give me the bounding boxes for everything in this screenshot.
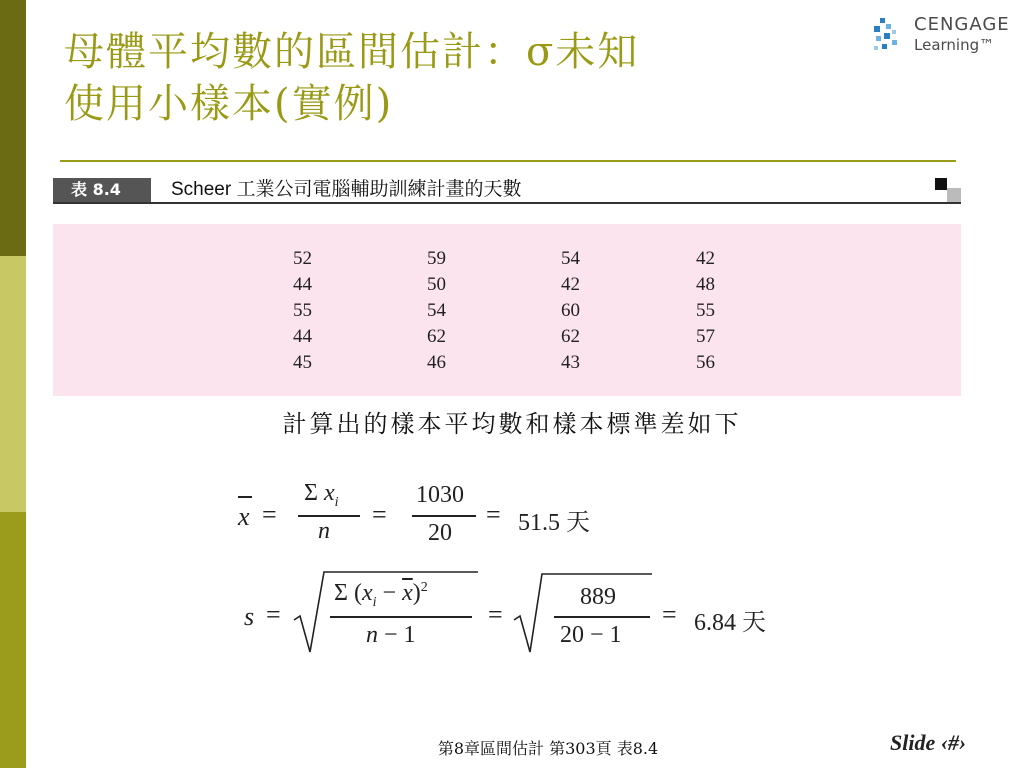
sum-symbol: Σ [334,580,348,606]
sd-lhs: s [244,602,255,631]
table-cell: 55 [696,300,715,321]
data-column-2 [427,246,446,376]
fraction-bar [412,515,476,517]
left-accent-bar-top [0,0,26,256]
x-bar: $\overline{x}$ [402,580,413,606]
mean-numerator [304,480,339,511]
title-line-1: 母體平均數的區間估計：σ未知 [64,29,640,75]
mean-value-numerator: 1030 [416,482,464,508]
mean-value-denominator: 20 [428,520,452,546]
mean-lhs [238,502,250,532]
fraction-bar [298,515,360,517]
corner-square-dark [935,178,947,190]
minus-sign: − [382,580,397,606]
data-column-4 [696,246,715,376]
slide-title [64,26,864,130]
sd-value-numerator: 889 [580,584,616,610]
slide-number: Slide ‹#› [890,730,967,755]
table-cell: 59 [427,248,446,269]
left-accent-bar-middle [0,256,26,512]
table-cell: 52 [293,248,312,269]
table-cell: 56 [696,352,715,373]
cengage-logo-icon [872,16,912,56]
left-accent-bar-bottom [0,512,26,768]
equals-sign: = [266,600,281,629]
summary-caption: 計算出的樣本平均數和樣本標準差如下 [282,410,742,438]
sd-result [694,602,766,637]
data-table [53,224,961,396]
footer-reference: 第8章區間估計 第303頁 表8.4 [437,739,659,758]
den-value-1: 1 [609,622,622,648]
equals-sign: = [488,600,503,629]
mean-result [518,502,590,537]
x-variable: x [361,580,373,606]
table-cell: 54 [427,300,446,321]
sd-value-denominator [560,622,622,649]
fraction-bar [330,616,472,618]
equals-sign: = [662,600,677,629]
x-variable: x [323,480,335,506]
title-line-2: 使用小樣本(實例) [64,81,394,127]
sd-result-unit: 天 [742,608,766,636]
subscript-i: i [334,494,339,510]
table-cell: 42 [696,248,715,269]
corner-square-light [947,188,961,202]
minus-sign: − [384,622,398,648]
exponent-2: 2 [420,580,428,595]
mean-result-unit: 天 [566,508,590,536]
table-cell: 54 [561,248,580,269]
table-cell: 57 [696,326,715,347]
table-cell: 55 [293,300,312,321]
table-cell: 48 [696,274,715,295]
sd-result-value: 6.84 [694,610,736,636]
title-divider [60,160,956,162]
logo-text-learning: Learning™ [914,36,995,54]
table-cell: 50 [427,274,446,295]
table-cell: 42 [561,274,580,295]
cengage-logo [872,14,1017,60]
table-cell: 44 [293,274,312,295]
table-cell: 43 [561,352,580,373]
equals-sign: = [372,500,387,529]
data-column-3 [561,246,580,376]
table-header [53,176,961,204]
equals-sign: = [262,500,277,529]
fraction-bar [554,616,650,618]
table-cell: 60 [561,300,580,321]
overline [238,496,252,498]
n-variable: n [366,622,378,648]
equals-sign: = [486,500,501,529]
mean-result-value: 51.5 [518,510,560,536]
minus-sign: − [590,622,604,648]
table-cell: 46 [427,352,446,373]
mean-denominator: n [318,518,330,544]
table-cell: 62 [427,326,446,347]
table-label: 表 8.4 [53,178,151,202]
sd-numerator: Σ $(x_i - \overline{x})^2$ [334,580,428,610]
table-cell: 45 [293,352,312,373]
logo-text-cengage: CENGAGE [914,14,1010,35]
mean-x-symbol: x [238,502,250,531]
sd-denominator [366,622,416,649]
table-caption: Scheer 工業公司電腦輔助訓練計畫的天數 [171,179,522,200]
one: 1 [403,622,416,648]
sum-symbol: Σ [304,480,318,506]
table-cell: 62 [561,326,580,347]
table-cell: 44 [293,326,312,347]
subscript-i: i [372,594,377,610]
den-value-20: 20 [560,622,584,648]
data-column-1 [293,246,312,376]
